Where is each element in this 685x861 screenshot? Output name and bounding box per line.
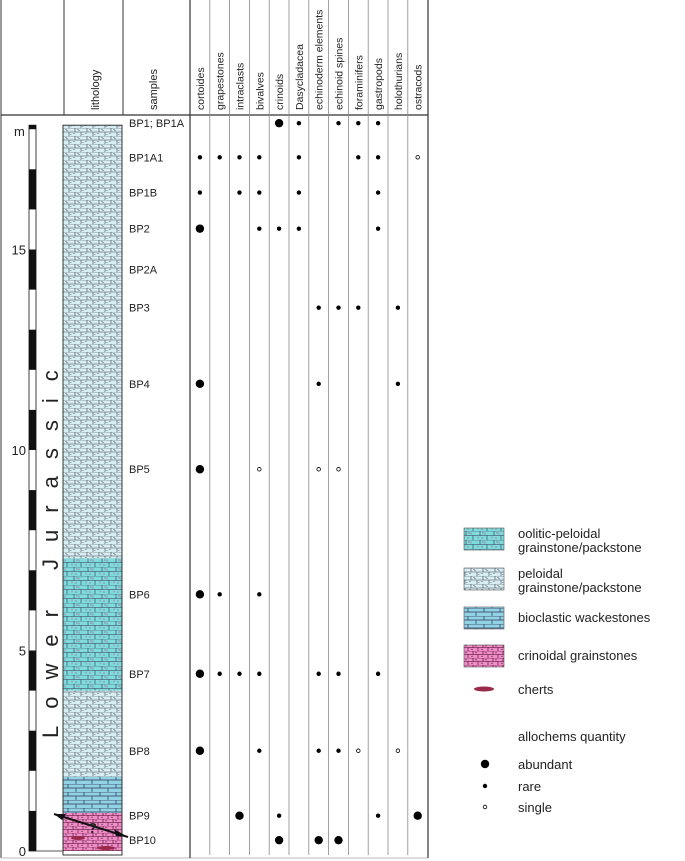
legend-label: grainstone/packstone xyxy=(518,580,642,595)
scale-tick-label: 5 xyxy=(18,643,26,659)
legend-swatch-crinoidal xyxy=(464,645,504,667)
sample-label: BP9 xyxy=(129,810,150,823)
legend-label: peloidal xyxy=(518,566,563,581)
mark-rare xyxy=(257,155,261,159)
mark-rare xyxy=(376,672,380,676)
scale-bar-segment xyxy=(29,651,36,691)
mark-single xyxy=(317,467,321,471)
sample-label: BP5 xyxy=(129,464,150,477)
column-header-holothurians: holothurians xyxy=(392,52,405,110)
column-header-ostracods: ostracods xyxy=(412,64,425,110)
mark-rare xyxy=(257,190,261,194)
mark-rare xyxy=(257,749,261,753)
mark-rare xyxy=(336,305,340,309)
sample-label: BP1; BP1A xyxy=(129,118,185,131)
legend-label: abundant xyxy=(518,757,573,772)
mark-rare xyxy=(336,672,340,676)
lithology-header: lithology xyxy=(90,69,102,110)
scale-bar-segment xyxy=(29,410,36,450)
mark-rare xyxy=(277,226,281,230)
lithology-unit-oolitic xyxy=(63,558,122,690)
mark-single xyxy=(357,749,361,753)
scale-bar-segment xyxy=(29,169,36,209)
legend-abundant-dot-icon xyxy=(481,760,489,768)
legend-single-dot-icon xyxy=(483,805,487,809)
mark-abundant xyxy=(196,380,204,388)
mark-rare xyxy=(277,814,281,818)
mark-rare xyxy=(356,305,360,309)
column-header-echinoid-spines: echinoid spines xyxy=(333,37,346,110)
scale-tick-label: 10 xyxy=(11,443,26,458)
mark-rare xyxy=(198,155,202,159)
sample-label: BP3 xyxy=(129,302,150,315)
mark-rare xyxy=(218,672,222,676)
sample-labels xyxy=(129,118,185,847)
mark-abundant xyxy=(196,670,204,678)
scale-unit-label: m xyxy=(14,124,25,139)
mark-rare xyxy=(317,672,321,676)
sample-label: BP2 xyxy=(129,223,150,236)
mark-abundant xyxy=(196,224,204,232)
scale-tick-label: 0 xyxy=(18,844,26,859)
mark-abundant xyxy=(414,812,422,820)
legend-swatch-bioclastic xyxy=(464,607,504,629)
mark-rare xyxy=(317,305,321,309)
legend-label: oolitic-peloidal xyxy=(518,526,601,541)
column-header-gastropods: gastropods xyxy=(373,58,386,110)
scale-bar-segment xyxy=(29,731,36,771)
legend-label: crinoidal grainstones xyxy=(518,648,638,663)
mark-rare xyxy=(257,226,261,230)
sample-label: BP1A1 xyxy=(129,152,164,165)
mark-rare xyxy=(257,672,261,676)
mark-rare xyxy=(237,155,241,159)
lithology-column xyxy=(63,125,122,855)
column-header-crinoids: crinoids xyxy=(274,73,287,110)
mark-rare xyxy=(297,190,301,194)
mark-rare xyxy=(336,121,340,125)
legend-label: bioclastic wackestones xyxy=(518,610,651,625)
mark-abundant xyxy=(275,836,283,844)
mark-abundant xyxy=(275,119,283,127)
sample-label: BP7 xyxy=(129,668,150,681)
scale-bar-segment xyxy=(29,490,36,530)
column-header-grapestones: grapestones xyxy=(214,52,227,110)
column-header-dasycladacea: Dasycladacea xyxy=(293,44,306,110)
mark-rare xyxy=(396,382,400,386)
mark-abundant xyxy=(235,812,243,820)
mark-single xyxy=(337,467,341,471)
mark-single xyxy=(258,467,262,471)
mark-rare xyxy=(317,382,321,386)
legend xyxy=(464,526,651,815)
column-header-foraminifers: foraminifers xyxy=(353,55,366,110)
mark-rare xyxy=(198,190,202,194)
mark-abundant xyxy=(315,836,323,844)
sample-label: BP2A xyxy=(129,264,158,277)
mark-single xyxy=(396,749,400,753)
column-dividers xyxy=(210,0,408,855)
scale-bar-segment xyxy=(29,250,36,290)
mark-rare xyxy=(376,190,380,194)
samples-header: samples xyxy=(148,69,160,110)
mark-rare xyxy=(317,749,321,753)
column-header-echinoderm-elements: echinoderm elements xyxy=(313,9,326,110)
scale-bar-segment xyxy=(29,330,36,370)
legend-label: grainstone/packstone xyxy=(518,540,642,555)
mark-rare xyxy=(257,592,261,596)
sample-label: BP6 xyxy=(129,589,150,602)
mark-rare xyxy=(297,226,301,230)
mark-rare xyxy=(218,155,222,159)
lithology-unit-peloidal xyxy=(63,125,122,558)
sample-label: BP8 xyxy=(129,745,150,758)
mark-rare xyxy=(297,121,301,125)
mark-rare xyxy=(237,190,241,194)
mark-rare xyxy=(356,121,360,125)
column-header-cortoides: cortoides xyxy=(194,67,207,110)
legend-swatch-peloidal xyxy=(464,568,504,590)
uncertain-marker: ? xyxy=(88,820,98,837)
mark-abundant xyxy=(196,590,204,598)
mark-rare xyxy=(376,121,380,125)
mark-rare xyxy=(237,672,241,676)
mark-rare xyxy=(376,226,380,230)
legend-chert-icon xyxy=(474,687,494,692)
mark-abundant xyxy=(196,465,204,473)
column-header-intraclasts: intraclasts xyxy=(234,62,247,110)
mark-single xyxy=(416,155,420,159)
sample-label: BP1B xyxy=(129,187,158,200)
stratigraphy-label: Lower Jurassic xyxy=(38,353,63,738)
legend-quantity-title: allochems quantity xyxy=(518,729,626,744)
legend-label: single xyxy=(518,800,552,815)
scale-tick-labels xyxy=(12,243,26,860)
sample-label: BP10 xyxy=(129,835,156,848)
column-header-bivalves: bivalves xyxy=(254,72,267,110)
legend-rare-dot-icon xyxy=(483,784,487,788)
mark-abundant xyxy=(334,836,342,844)
mark-rare xyxy=(356,155,360,159)
scale-bar-segment xyxy=(29,570,36,610)
sample-label: BP4 xyxy=(129,378,150,391)
mark-rare xyxy=(376,155,380,159)
mark-rare xyxy=(396,305,400,309)
legend-swatch-oolitic xyxy=(464,528,504,550)
mark-abundant xyxy=(196,747,204,755)
scale-bar-segment xyxy=(29,811,36,851)
mark-rare xyxy=(297,155,301,159)
legend-label: rare xyxy=(518,779,542,794)
mark-rare xyxy=(376,814,380,818)
lithology-unit-bioclastic xyxy=(63,777,122,813)
mark-rare xyxy=(218,592,222,596)
mark-rare xyxy=(336,749,340,753)
scale-bar-segment xyxy=(29,125,36,129)
legend-label: cherts xyxy=(518,682,554,697)
scale-tick-label: 15 xyxy=(11,242,26,258)
lithology-unit-peloidal xyxy=(63,691,122,777)
